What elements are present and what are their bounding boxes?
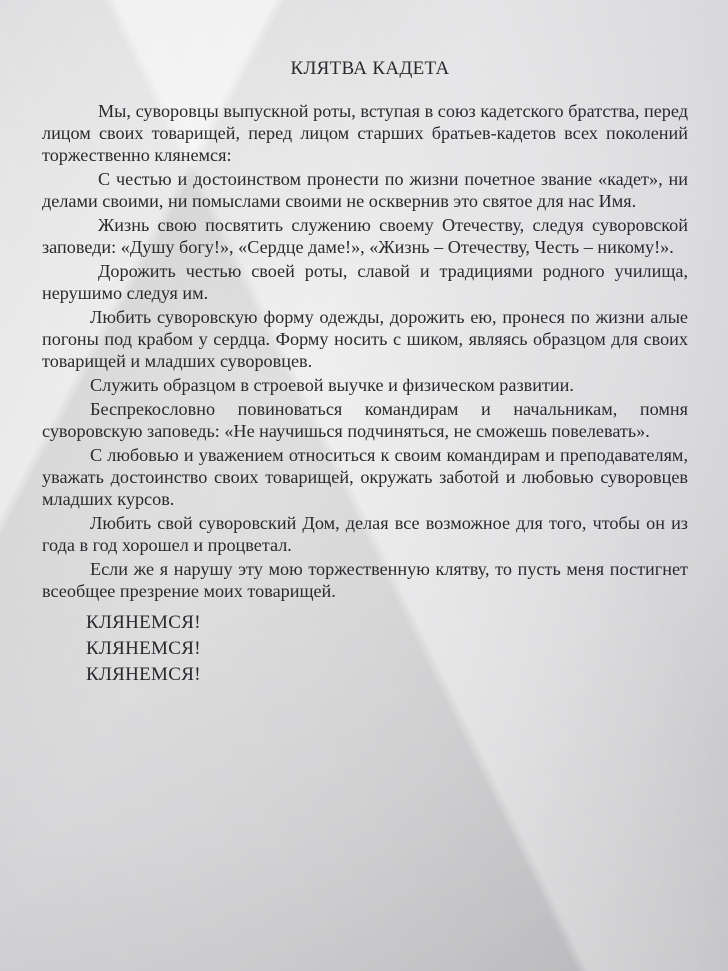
- closing-line: КЛЯНЕМСЯ!: [86, 612, 201, 633]
- oath-paragraph: Любить свой суворовский Дом, делая все возможное для того, чтобы он из года в год хорошел и процветал.: [42, 513, 688, 555]
- closing-line: КЛЯНЕМСЯ!: [86, 638, 201, 659]
- oath-paragraph: Любить суворовскую форму одежды, дорожить ею, пронеся по жизни алые погоны под крабом у сердца. Форму носить с шиком, являясь образцом для своих товарищей и младших суворовцев.: [42, 307, 688, 371]
- document-title: КЛЯТВА КАДЕТА: [290, 58, 450, 79]
- oath-paragraph: Мы, суворовцы выпускной роты, вступая в союз кадетского братства, перед лицом своих товарищей, перед лицом старших братьев-кадетов всех поколений торжественно клянемся:: [42, 101, 688, 165]
- oath-paragraph: С любовью и уважением относиться к своим командирам и преподавателям, уважать достоинство своих товарищей, окружать заботой и любовью суворовцев младших курсов.: [42, 445, 688, 509]
- oath-paragraph: С честью и достоинством пронести по жизни почетное звание «кадет», ни делами своими, ни помыслами своими не осквернив это святое для нас Имя.: [42, 169, 688, 211]
- oath-paragraph: Служить образцом в строевой выучке и физическом развитии.: [90, 375, 574, 395]
- oath-paragraph: Дорожить честью своей роты, славой и традициями родного училища, нерушимо следуя им.: [42, 261, 688, 303]
- closing-line: КЛЯНЕМСЯ!: [86, 664, 201, 685]
- oath-paragraph: Если же я нарушу эту мою торжественную клятву, то пусть меня постигнет всеобщее презрение моих товарищей.: [42, 559, 688, 601]
- closing-block: [42, 610, 688, 688]
- oath-paragraph: Беспрекословно повиноваться командирам и начальникам, помня суворовскую заповедь: «Не научишься подчиняться, не сможешь повелевать».: [42, 399, 688, 441]
- oath-paragraph: Жизнь свою посвятить служению своему Отечеству, следуя суворовской заповеди: «Душу богу!», «Сердце даме!», «Жизнь – Отечеству, Честь – никому!».: [42, 215, 688, 257]
